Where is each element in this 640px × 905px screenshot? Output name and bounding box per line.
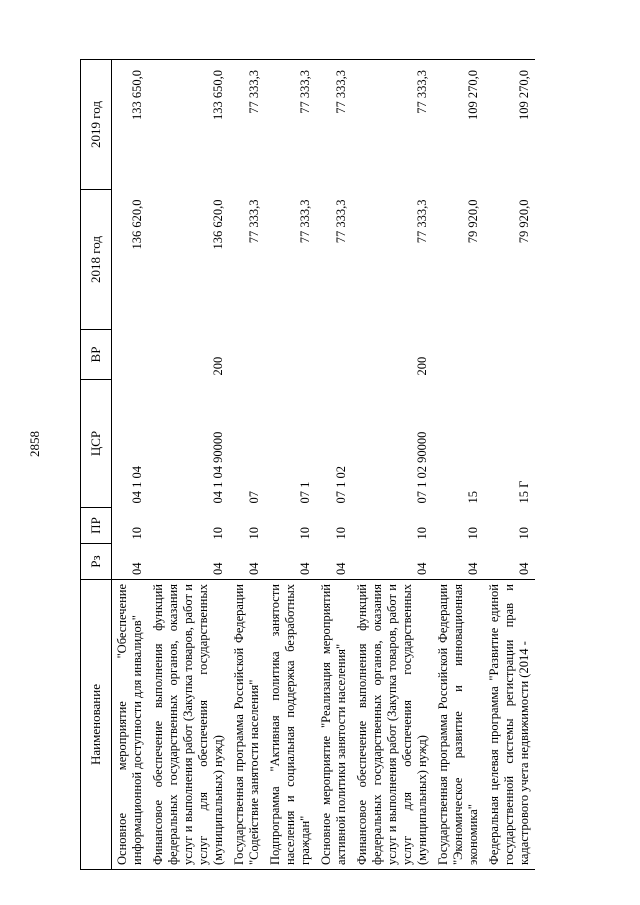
table-row — [229, 60, 265, 870]
row-name: Основное мероприятие "Обеспечение информационной доступности для инвалидов" — [112, 580, 149, 870]
row-csr: 15 — [466, 491, 480, 504]
row-name: Финансовое обеспечение выполнения функций федеральных государственных органов, оказания услуг и выполнения работ (Закупка товаров, работ и услуг для обеспечения государственных (муниципальных) нужд) — [148, 580, 229, 870]
header-2019: 2019 год — [81, 60, 112, 190]
row-pr: 10 — [247, 527, 261, 540]
row-vr — [433, 330, 484, 380]
row-2019: 77 333,3 — [316, 60, 352, 190]
row-rz: 04 — [247, 562, 261, 575]
row-2018: 77 333,3 — [298, 199, 312, 244]
row-pr: 10 — [130, 527, 144, 540]
rotated-page — [80, 60, 620, 870]
row-name: Основное мероприятие "Реализация мероприятий активной политики занятости населения" — [316, 580, 352, 870]
row-pr: 10 — [334, 527, 348, 540]
row-2018: 77 333,3 — [415, 199, 429, 244]
row-csr: 07 1 — [298, 481, 312, 504]
row-rz: 04 — [466, 562, 480, 575]
row-name: Финансовое обеспечение выполнения функций федеральных государственных органов, оказания услуг и выполнения работ (Закупка товаров, работ и услуг для обеспечения государственных (муниципальных) нужд) — [352, 580, 433, 870]
table-row — [484, 60, 535, 870]
table-row — [433, 60, 484, 870]
row-csr: 07 — [247, 491, 261, 504]
row-rz: 04 — [211, 562, 225, 575]
row-rz: 04 — [334, 562, 348, 575]
row-name: Федеральная целевая программа "Развитие единой государственной системы регистрации прав и кадастрового учета недвижимости (2014 - — [484, 580, 535, 870]
row-rz: 04 — [130, 562, 144, 575]
row-pr: 10 — [415, 527, 429, 540]
row-2019: 77 333,3 — [265, 60, 316, 190]
row-2018: 77 333,3 — [247, 199, 261, 244]
table-row — [148, 60, 229, 870]
row-2019: 77 333,3 — [229, 60, 265, 190]
row-rz: 04 — [298, 562, 312, 575]
row-2018: 79 920,0 — [517, 199, 531, 244]
row-2019: 109 270,0 — [484, 60, 535, 190]
header-csr: ЦСР — [81, 380, 112, 508]
row-vr: 200 — [211, 356, 225, 376]
row-rz: 04 — [517, 562, 531, 575]
header-rz: Рз — [81, 544, 112, 580]
row-csr: 04 1 04 — [130, 466, 144, 504]
row-csr: 04 1 04 90000 — [211, 431, 225, 504]
row-2018: 136 620,0 — [130, 199, 144, 250]
row-name: Государственная программа Российской Федерации "Содействие занятости населения" — [229, 580, 265, 870]
row-pr: 10 — [466, 527, 480, 540]
row-2019: 109 270,0 — [433, 60, 484, 190]
row-csr: 07 1 02 — [334, 466, 348, 504]
row-2019: 133 650,0 — [148, 60, 229, 190]
row-pr: 10 — [298, 527, 312, 540]
row-2018: 79 920,0 — [466, 199, 480, 244]
row-2019: 77 333,3 — [352, 60, 433, 190]
page-number: 2858 — [27, 431, 42, 457]
row-vr — [265, 330, 316, 380]
table-row — [112, 60, 149, 870]
table-row — [352, 60, 433, 870]
header-name: Наименование — [81, 580, 112, 870]
row-vr — [484, 330, 535, 380]
row-vr — [229, 330, 265, 380]
row-vr: 200 — [415, 356, 429, 376]
row-csr: 07 1 02 90000 — [415, 431, 429, 504]
header-pr: ПР — [81, 508, 112, 544]
row-name: Государственная программа Российской Федерации "Экономическое развитие и инновационная экономика" — [433, 580, 484, 870]
row-pr: 10 — [517, 527, 531, 540]
row-2018: 77 333,3 — [334, 199, 348, 244]
header-row — [81, 60, 112, 870]
table-row — [265, 60, 316, 870]
header-2018: 2018 год — [81, 190, 112, 330]
budget-table — [80, 59, 535, 870]
row-csr: 15 Г — [517, 480, 531, 504]
row-rz: 04 — [415, 562, 429, 575]
row-vr — [316, 330, 352, 380]
row-2019: 133 650,0 — [112, 60, 149, 190]
row-name: Подпрограмма "Активная политика занятости населения и социальная поддержка безработных граждан" — [265, 580, 316, 870]
row-2018: 136 620,0 — [211, 199, 225, 250]
header-vr: ВР — [81, 330, 112, 380]
row-vr — [112, 330, 149, 380]
row-pr: 10 — [211, 527, 225, 540]
table-row — [316, 60, 352, 870]
